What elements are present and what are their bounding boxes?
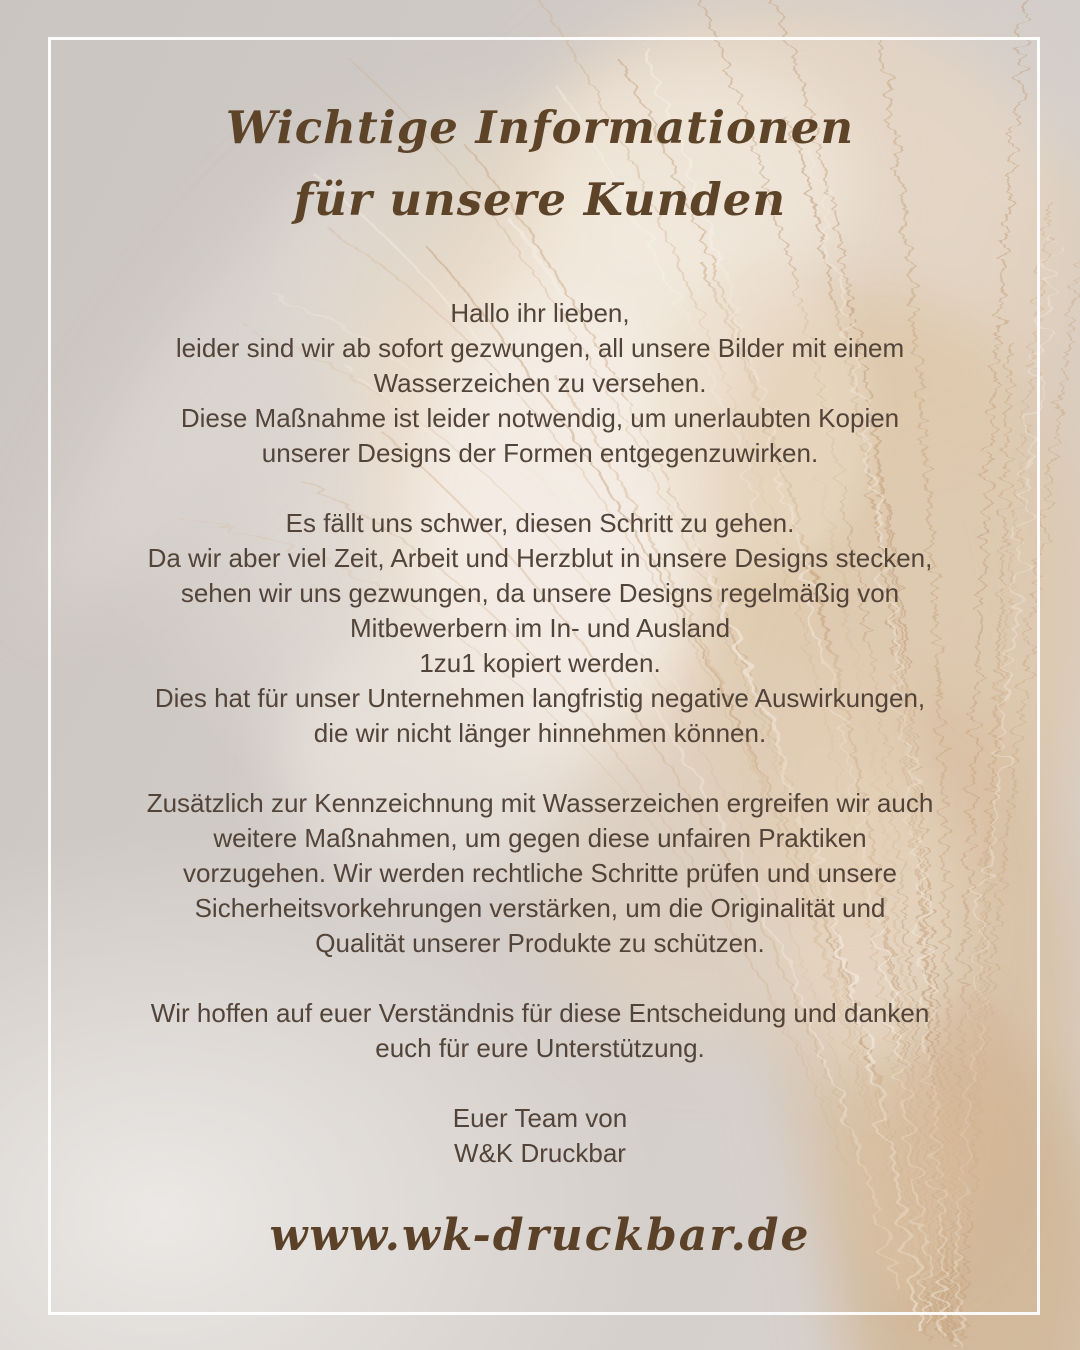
signoff [70, 1101, 1010, 1171]
signoff-line-team: Euer Team von [452, 1103, 628, 1133]
body-line: Mitbewerbern im In- und Ausland [349, 613, 731, 643]
paragraph-1 [70, 296, 1010, 471]
body-line: Es fällt uns schwer, diesen Schritt zu gehen. [285, 508, 795, 538]
body-line: unserer Designs der Formen entgegenzuwirken. [261, 438, 819, 468]
body-line: euch für eure Unterstützung. [375, 1033, 705, 1063]
body-line: leider sind wir ab sofort gezwungen, all unsere Bilder mit einem [175, 333, 905, 363]
body-line: Wasserzeichen zu versehen. [373, 368, 707, 398]
paragraph-2 [70, 506, 1010, 751]
title-line-1: Wichtige Informationen [225, 101, 855, 154]
page-title [0, 92, 1080, 236]
body-line: weitere Maßnahmen, um gegen diese unfairen Praktiken [213, 823, 867, 853]
body-line: Diese Maßnahme ist leider notwendig, um unerlaubten Kopien [180, 403, 900, 433]
website-url: www.wk-druckbar.de [269, 1210, 811, 1261]
body-line: die wir nicht länger hinnehmen können. [313, 718, 767, 748]
announcement-body [70, 296, 1010, 1171]
body-line: sehen wir uns gezwungen, da unsere Designs regelmäßig von [180, 578, 900, 608]
body-line: Dies hat für unser Unternehmen langfristig negative Auswirkungen, [154, 683, 926, 713]
paragraph-4 [70, 996, 1010, 1066]
body-line: Wir hoffen auf euer Verständnis für diese Entscheidung und danken [150, 998, 930, 1028]
body-line: Sicherheitsvorkehrungen verstärken, um die Originalität und [194, 893, 886, 923]
body-line: vorzugehen. Wir werden rechtliche Schritte prüfen und unsere [183, 858, 897, 888]
body-line: Zusätzlich zur Kennzeichnung mit Wasserzeichen ergreifen wir auch [146, 788, 934, 818]
paragraph-3 [70, 786, 1010, 961]
body-line: 1zu1 kopiert werden. [419, 648, 661, 678]
body-line: Da wir aber viel Zeit, Arbeit und Herzblut in unsere Designs stecken, [147, 543, 933, 573]
signoff-line-company: W&K Druckbar [454, 1138, 626, 1168]
body-line: Qualität unserer Produkte zu schützen. [315, 928, 765, 958]
title-line-2: für unsere Kunden [293, 173, 787, 226]
body-line: Hallo ihr lieben, [450, 298, 630, 328]
